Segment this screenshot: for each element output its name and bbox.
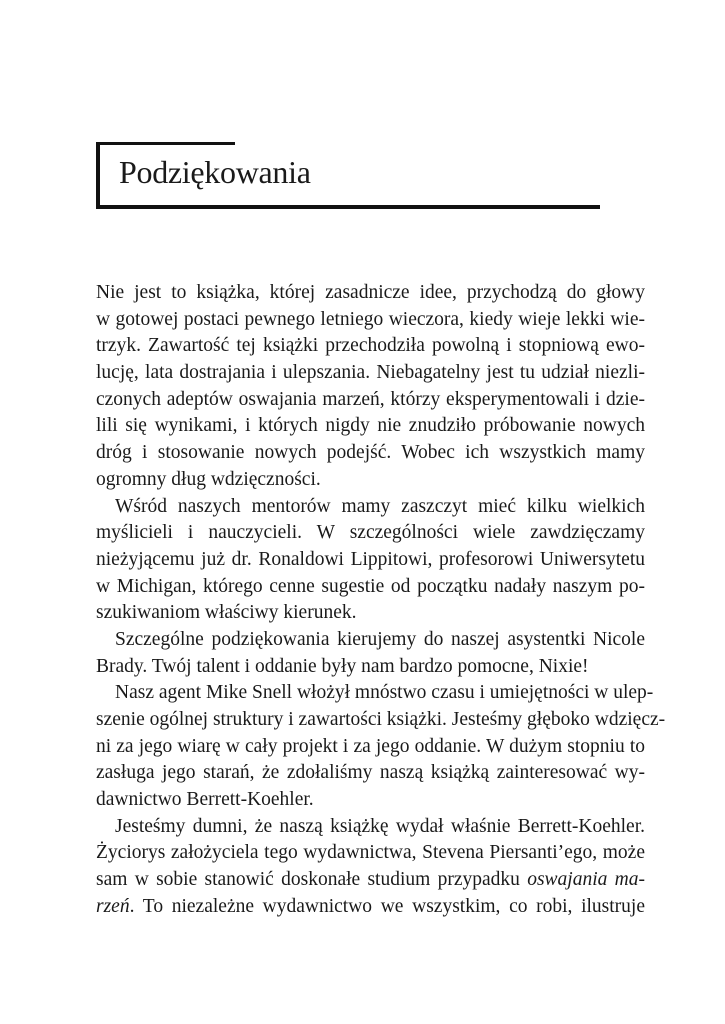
text-line (96, 467, 645, 494)
line-text: myślicieli i nauczycieli. W szczególności wiele zawdzięczamy (96, 522, 645, 544)
line-text: Brady. Twój talent i oddanie były nam bardzo pomocne, Nixie! (96, 655, 589, 677)
body-text (96, 280, 666, 921)
page-title: Podziękowania (119, 154, 311, 190)
line-text: ni za jego wiarę w cały projekt i za jego oddanie. W dużym stopniu to (96, 735, 645, 757)
line-text: lili się wynikami, i których nigdy nie znudziło próbowanie nowych (96, 415, 645, 437)
line-text: ogromny dług wdzięczności. (96, 468, 321, 490)
text-line (96, 307, 645, 334)
text-line (96, 760, 645, 787)
italic-text: rzeń (96, 895, 130, 917)
text-line (96, 867, 645, 894)
line-text: Życiorys założyciela tego wydawnictwa, Stevena Piersanti’ego, może (96, 842, 645, 864)
line-text: dawnictwo Berrett-Koehler. (96, 789, 314, 811)
text-line (96, 734, 645, 761)
line-text: . To niezależne wydawnictwo we wszystkim, co robi, ilustruje (129, 895, 645, 917)
line-text: szukiwaniom właściwy kierunek. (96, 602, 357, 624)
text-line (96, 600, 645, 627)
line-text: Nasz agent Mike Snell włożył mnóstwo czasu i umiejętności w ulep- (115, 682, 654, 704)
text-line (96, 654, 645, 681)
text-line (96, 440, 645, 467)
text-line (96, 627, 645, 654)
line-text: Nie jest to książka, której zasadnicze idee, przychodzą do głowy (96, 282, 645, 303)
heading-bracket-top (96, 142, 235, 145)
line-text: w Michigan, którego cenne sugestie od początku nadały naszym po- (96, 575, 645, 597)
text-line (96, 787, 645, 814)
line-text: Wśród naszych mentorów mamy zaszczyt mieć kilku wielkich (115, 495, 645, 517)
text-line (96, 707, 666, 734)
line-text: sam w sobie stanowić doskonałe studium przypadku (96, 869, 528, 891)
heading-rule (96, 205, 600, 209)
line-text: czonych adeptów oswajania marzeń, którzy eksperymentowali i dzie- (96, 388, 645, 410)
heading-bracket-left (96, 142, 100, 209)
text-line (96, 333, 645, 360)
line-text: szenie ogólnej struktury i zawartości książki. Jesteśmy głęboko wdzięcz- (96, 709, 666, 730)
text-line (96, 574, 645, 601)
line-text: nieżyjącemu już dr. Ronaldowi Lippitowi, profesorowi Uniwersytetu (96, 548, 645, 570)
text-line (96, 413, 645, 440)
line-text: w gotowej postaci pewnego letniego wieczora, kiedy wieje lekki wie- (96, 308, 645, 330)
line-text: Szczególne podziękowania kierujemy do naszej asystentki Nicole (115, 628, 645, 650)
text-line (96, 387, 645, 414)
text-line (96, 494, 645, 521)
line-text: lucję, lata dostrajania i ulepszania. Niebagatelny jest tu udział niezli- (96, 362, 645, 384)
text-line (96, 894, 645, 921)
text-line (96, 280, 645, 307)
italic-text: oswajania ma- (527, 869, 645, 891)
text-line (96, 680, 654, 707)
text-line (96, 840, 645, 867)
text-line (96, 814, 645, 841)
line-text: Jesteśmy dumni, że naszą książkę wydał właśnie Berrett-Koehler. (115, 815, 645, 837)
line-text: dróg i stosowanie nowych podejść. Wobec ich wszystkich mamy (96, 442, 645, 464)
line-text: trzyk. Zawartość tej książki przechodziła powolną i stopniową ewo- (96, 335, 645, 357)
text-line (96, 520, 645, 547)
text-line (96, 360, 645, 387)
line-text: zasługa jego starań, że zdołaliśmy naszą książką zainteresować wy- (96, 762, 645, 784)
text-line (96, 547, 645, 574)
